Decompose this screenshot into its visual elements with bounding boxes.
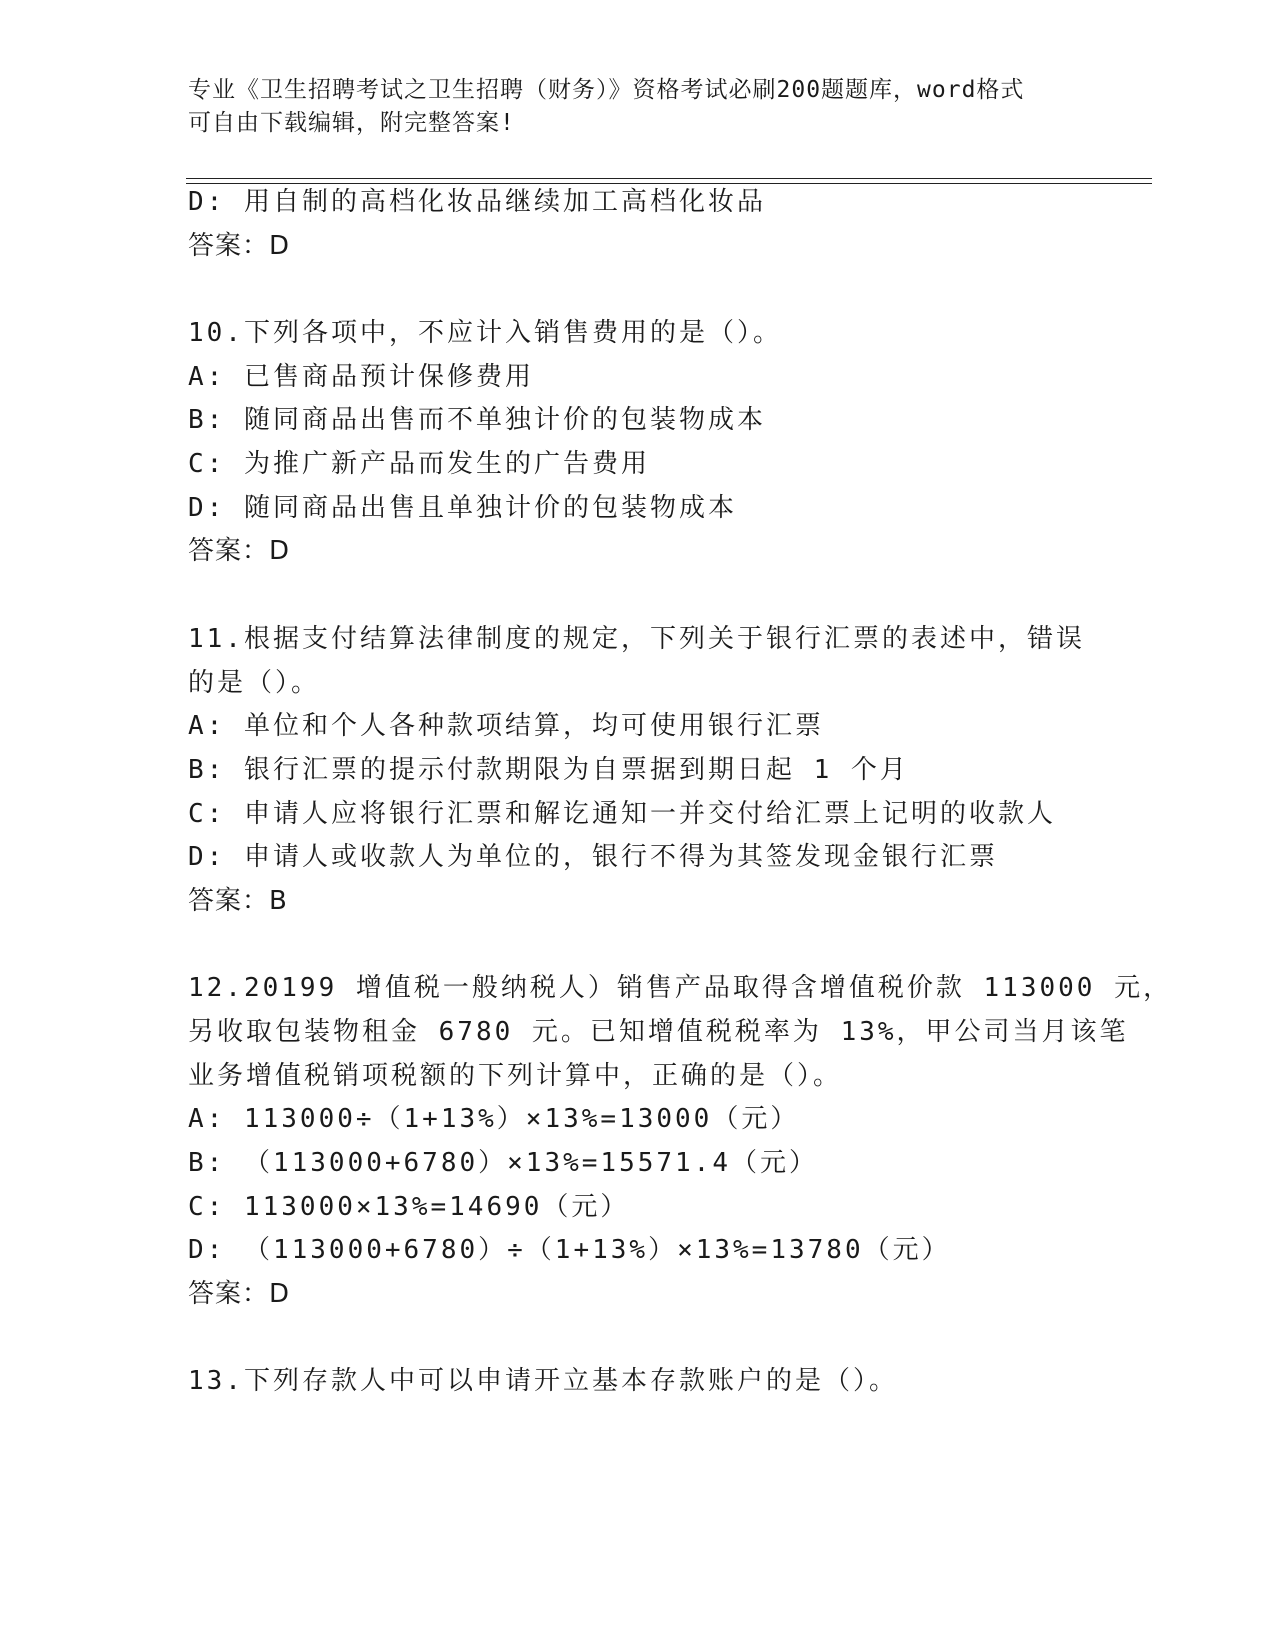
option-a-q11: A: 单位和个人各种款项结算，均可使用银行汇票 bbox=[188, 711, 824, 741]
answer-q9: 答案：D bbox=[188, 231, 291, 261]
option-c-q10: C: 为推广新产品而发生的广告费用 bbox=[188, 449, 650, 479]
option-b-q11: B: 银行汇票的提示付款期限为自票据到期日起 1 个月 bbox=[188, 755, 909, 785]
question-12-line-1: 12.20199 增值税一般纳税人）销售产品取得含增值税价款 113000 元， bbox=[188, 973, 1173, 1003]
question-11-line-1: 11.根据支付结算法律制度的规定，下列关于银行汇票的表述中，错误 bbox=[188, 624, 1085, 654]
option-d-q12: D: （113000+6780）÷（1+13%）×13%=13780（元） bbox=[188, 1235, 951, 1265]
answer-q12: 答案：D bbox=[188, 1279, 291, 1309]
header-line-1: 专业《卫生招聘考试之卫生招聘（财务）》资格考试必刷200题题库，word格式 bbox=[188, 77, 1025, 103]
option-d-q11: D: 申请人或收款人为单位的，银行不得为其签发现金银行汇票 bbox=[188, 842, 998, 872]
question-13: 13.下列存款人中可以申请开立基本存款账户的是（）。 bbox=[188, 1366, 898, 1396]
page-header bbox=[188, 74, 1088, 140]
header-rule-thin bbox=[186, 178, 1152, 179]
answer-q10: 答案：D bbox=[188, 536, 291, 566]
answer-q11: 答案：B bbox=[188, 886, 288, 916]
question-12-line-3: 业务增值税销项税额的下列计算中，正确的是（）。 bbox=[188, 1061, 843, 1091]
option-b-q10: B: 随同商品出售而不单独计价的包装物成本 bbox=[188, 405, 766, 435]
header-line-2: 可自由下载编辑，附完整答案! bbox=[188, 110, 515, 136]
question-11-line-2: 的是（）。 bbox=[188, 668, 321, 698]
option-c-q12: C: 113000×13%=14690（元） bbox=[188, 1192, 630, 1222]
question-10: 10.下列各项中，不应计入销售费用的是（）。 bbox=[188, 318, 782, 348]
option-a-q10: A: 已售商品预计保修费用 bbox=[188, 362, 534, 392]
question-12-line-2: 另收取包装物租金 6780 元。已知增值税税率为 13%，甲公司当月该笔 bbox=[188, 1017, 1129, 1047]
option-a-q12: A: 113000÷（1+13%）×13%=13000（元） bbox=[188, 1104, 800, 1134]
option-d-q10: D: 随同商品出售且单独计价的包装物成本 bbox=[188, 493, 737, 523]
option-c-q11: C: 申请人应将银行汇票和解讫通知一并交付给汇票上记明的收款人 bbox=[188, 799, 1056, 829]
option-d-q9: D: 用自制的高档化妆品继续加工高档化妆品 bbox=[188, 187, 766, 217]
option-b-q12: B: （113000+6780）×13%=15571.4（元） bbox=[188, 1148, 818, 1178]
